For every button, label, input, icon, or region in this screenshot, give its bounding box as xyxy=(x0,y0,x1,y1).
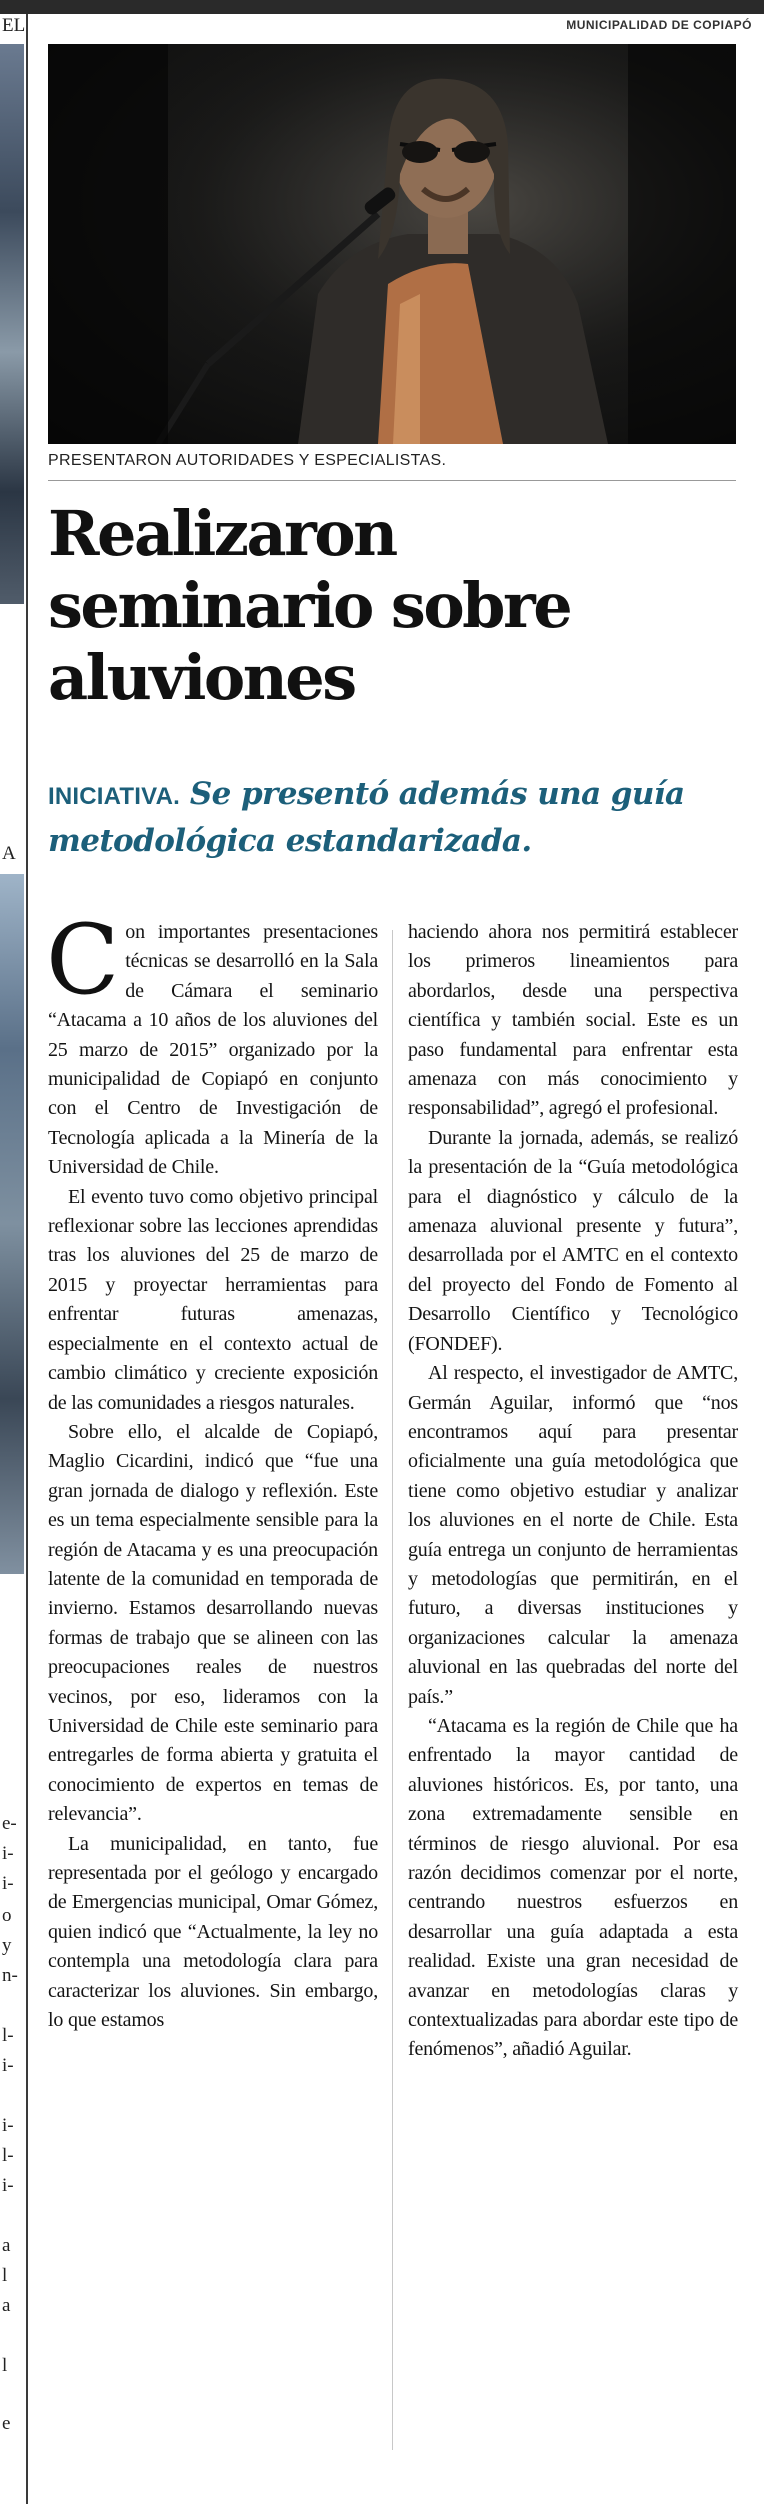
article-paragraph: Sobre ello, el alcalde de Copiapó, Maglio Cicardini, indicó que “fue una gran jornada de dialogo y reflexión. Este es un tema especialmente sensible para la región de Atacama y es una preocupación latente de la comunidad en temporada de invierno. Estamos desarrollando nuevas formas de trabajo que se alineen con las preocupaciones reales de nuestros vecinos, por eso, lideramos con la Universidad de Chile este seminario para entregarles de forma abierta y gratuita el conocimiento de expertos en temas de relevancia”. xyxy=(48,1420,378,1826)
photo-caption: PRESENTARON AUTORIDADES Y ESPECIALISTAS. xyxy=(48,452,447,469)
article-paragraph: Al respecto, el investigador de AMTC, Germán Aguilar, informó que “nos encontramos aquí para presentar oficialmente una guía metodológica que tiene como objetivo estudiar y analizar los aluviones en el norte de Chile. Esta guía entrega un conjunto de herramientas y metodologías que permitirán, en el futuro, a diversas instituciones y organizaciones calcular la amenaza aluvional en las quebradas del norte del país.” xyxy=(408,1362,738,1708)
edge-fragment: l xyxy=(2,2355,8,2376)
adjacent-photo-strip xyxy=(0,874,24,1574)
edge-fragment: e xyxy=(2,2413,11,2434)
page-top-bar xyxy=(0,0,764,14)
caption-divider xyxy=(48,480,736,481)
paragraph-text: on importantes presentaciones técnicas se desarrolló en la Sala de Cámara el seminario “Atacama a 10 años de los aluviones del 25 marzo de 2015” organizado por la municipalidad de Copiapó en conjunto con el Centro de Investigación de Tecnología aplicada a la Minería de la Universidad de Chile. xyxy=(48,921,378,1179)
edge-fragment: EL xyxy=(2,15,26,36)
adjacent-page-edge xyxy=(0,14,28,2504)
deck xyxy=(48,772,738,863)
edge-fragment: l xyxy=(2,2265,8,2286)
article-paragraph: El evento tuvo como objetivo principal reflexionar sobre las lecciones aprendidas tras los aluviones del 25 de marzo de 2015 y proyectar herramientas para enfrentar futuras amenazas, especialmente en el contexto actual de cambio climático y creciente exposición de las comunidades a riesgos naturales. xyxy=(48,1185,378,1414)
headline-line: aluviones xyxy=(48,641,355,714)
edge-fragment: i- xyxy=(2,1873,14,1894)
article-column-right xyxy=(408,918,738,2065)
edge-fragment: a xyxy=(2,2235,11,2256)
headline-line: Realizaron xyxy=(48,497,396,570)
edge-fragment: o xyxy=(2,1905,12,1926)
edge-fragment: i- xyxy=(2,1843,14,1864)
edge-fragment: i- xyxy=(2,2055,14,2076)
speaker-at-microphone-icon xyxy=(48,44,736,444)
drop-cap: C xyxy=(46,904,120,1016)
article-photo xyxy=(48,44,736,444)
article-column-left xyxy=(46,904,378,2035)
article-paragraph: La municipalidad, en tanto, fue representada por el geólogo y encargado de Emergencias municipal, Omar Gómez, quien indicó que “Actualmente, la ley no contempla una metodología clara para caracterizar los aluviones. Sin embargo, lo que estamos xyxy=(48,1832,378,2032)
article-paragraph: “Atacama es la región de Chile que ha enfrentado la mayor cantidad de aluviones históricos. Es, por tanto, una zona extremadamente sensible en términos de riesgo aluvional. Por esa razón decidimos comenzar por el norte, centrando nuestros esfuerzos en desarrollar una guía adaptada a esta realidad. Existe una gran necesidad de avanzar en metodologías claras y contextualizadas para abordar este tipo de fenómenos”, añadió Aguilar. xyxy=(408,1714,738,2061)
section-label: MUNICIPALIDAD DE COPIAPÓ xyxy=(566,18,752,32)
edge-fragment: a xyxy=(2,2295,11,2316)
article-paragraph: Durante la jornada, además, se realizó la presentación de la “Guía metodológica para el diagnóstico y cálculo de la amenaza aluvional presente y futura”, desarrollada por el AMTC en el contexto del proyecto del Fondo de Fomento al Desarrollo Científico y Tecnológico (FONDEF). xyxy=(408,1126,738,1355)
headline-line: seminario sobre xyxy=(48,569,571,642)
edge-fragment: y xyxy=(2,1935,12,1956)
adjacent-photo-strip xyxy=(0,44,24,604)
edge-fragment: A xyxy=(2,843,16,864)
article-paragraph xyxy=(46,904,378,1183)
article-paragraph: haciendo ahora nos permitirá establecer los primeros lineamientos para abordarlos, desde una perspectiva científica y también social. Este es un paso fundamental para enfrentar esta amenaza con más conocimiento y responsabilidad”, agregó el profesional. xyxy=(408,921,738,1120)
deck-kicker: INICIATIVA. xyxy=(48,783,180,810)
edge-fragment: e- xyxy=(2,1813,17,1834)
column-divider xyxy=(392,930,393,2450)
edge-fragment: l- xyxy=(2,2145,14,2166)
deck-text: Se presentó además una guía metodológica estandarizada. xyxy=(48,776,685,859)
edge-fragment: n- xyxy=(2,1965,18,1986)
edge-fragment: i- xyxy=(2,2175,14,2196)
edge-fragment: l- xyxy=(2,2025,14,2046)
headline xyxy=(48,498,738,714)
edge-fragment: i- xyxy=(2,2115,14,2136)
